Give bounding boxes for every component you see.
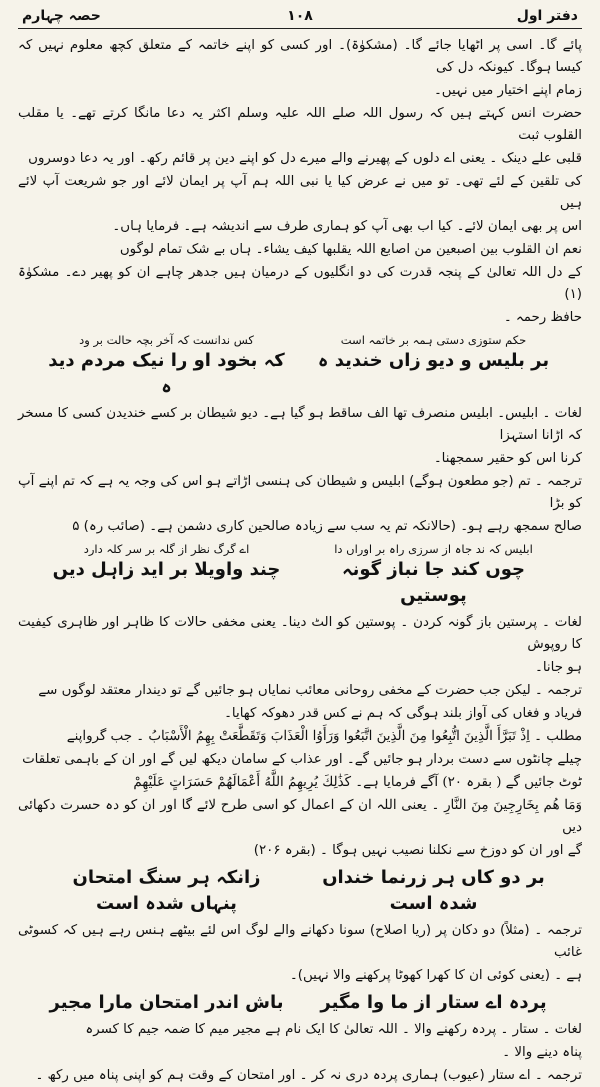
text-line: ترجمہ ۔ (مثلاً) دو دکان پر (ریا اصلاح) سونا دکھانے والے لوگ اس لئے بیٹھے ہنس رہے ہیں کہ کسوٹی غائب — [18, 923, 582, 960]
text-line: اس پر بھی ایمان لائے۔ کیا اب بھی آپ کو ہماری طرف سے اندیشہ ہے۔ فرمایا ہاں۔ — [112, 219, 582, 234]
text-line: صالح سمجھ رہے ہو۔ (حالانکہ تم یہ سب سے زیادہ صالحین کاری دشمن ہے۔ (صائب رہ) ۵ — [72, 519, 582, 534]
book-title: دفتر اول — [516, 8, 578, 24]
text-line: نعم ان القلوب بین اصبعین من اصابع اللہ یقلبھا کیف یشاء۔ ہاں بے شک تمام لوگوں — [119, 242, 582, 257]
text-line: پائے گا۔ اسی پر اٹھایا جائے گا۔ (مشکوٰۃ)۔ اور کسی کو اپنے خاتمہ کے متعلق کچھ معلوم نہیں کہ کیسا ہوگا۔ کیونکہ دل کی — [18, 38, 582, 75]
text-line: ترجمہ ۔ تم (جو مطعون ہوگے) ابلیس و شیطان کی ہنسی اڑاتے ہو اس کی وجہ یہ ہے کہ تم اپنے آپ کو بڑا — [18, 474, 582, 511]
page-header — [18, 6, 582, 29]
text-line: پناہ دینے والا ۔ — [502, 1045, 582, 1060]
verse-couplet-1 — [48, 332, 552, 400]
text-line: حضرت انس کہتے ہیں کہ رسول اللہ صلے اللہ علیہ وسلم اکثر یہ دعا مانگا کرتے تھے۔ یا مقلب القلوب ثبت — [18, 106, 582, 143]
text-line: لغات ۔ پرستین باز گونہ کردن ۔ پوستین کو الٹ دینا۔ یعنی مخفی حالات کا ظاہر اور ظاہری کیفیت کا روپوش — [18, 615, 582, 652]
text-line: ہے ۔ (یعنی کوئی ان کا کھرا کھوٹا پرکھنے والا نہیں)۔ — [289, 968, 582, 983]
text-line: فریاد و فغاں کی آواز بلند ہوگی کہ ہم نے کس قدر دھوکہ کھایا۔ — [224, 706, 582, 721]
text-line: کی تلقین کے لئے تھی۔ تو میں نے عرض کیا یا نبی اللہ ہم آپ پر ایمان لائے اور جو شریعت آپ لائے ہیں — [18, 174, 582, 211]
text-line: کرنا اس کو حقیر سمجھنا۔ — [433, 451, 582, 466]
verse-line: بر دو کاں ہر زرنما خنداں شدہ است — [322, 867, 545, 914]
verse-line: زانکہ ہر سنگ امتحان پنہاں شدہ است — [72, 867, 261, 914]
text-line: کے دل اللہ تعالیٰ کے پنجہ قدرت کی دو انگلیوں کے درمیان ہیں جدھر چاہے ان کو پھیر دے۔ مشکوٰۃ (۱) — [18, 265, 582, 302]
page-number: ۱۰۸ — [287, 8, 313, 24]
text-line: وَمَا هُم بِخَارِجِينَ مِنَ النَّارِ ۔ یعنی اللہ ان کے اعمال کو اسی طرح لائے گا اور ان کو دہ حسرت دکھائی دیں — [18, 798, 582, 835]
text-line: ترجمہ ۔ اے ستار (عیوب) ہماری پردہ دری نہ کر ۔ اور امتحان کے وقت ہم کو اپنی پناہ میں رکھ ۔ — [35, 1068, 582, 1083]
text-line: ترجمہ ۔ لیکن جب حضرت کے مخفی روحانی معائب نمایاں ہو جائیں گے تو دیندار معتقد لوگوں سے — [38, 683, 582, 698]
text-line: زمام اپنے اختیار میں نہیں۔ — [433, 83, 582, 98]
tarjuma-section-2 — [18, 680, 582, 725]
verse-line: پردہ اے ستار از ما وا مگیر — [320, 992, 547, 1013]
intro-section — [18, 35, 582, 329]
text-line: ہو جانا۔ — [534, 660, 582, 675]
text-line: حافظ رحمہ ۔ — [503, 310, 582, 325]
lughat-section-3 — [18, 1019, 582, 1064]
verse-small-line: کس ندانست کہ آخر بچہ حالت بر ود — [79, 333, 254, 347]
verse-line: بر بلیس و دیو زاں خندید ہ — [317, 350, 550, 371]
tarjuma-section-3 — [18, 920, 582, 987]
text-line: چیلے چانٹوں سے دست بردار ہو جائیں گے۔ اور عذاب کے سامان دیکھ لیں گے اور ان کے باہمی تعلقات — [22, 752, 582, 767]
verse-line: کہ بخود او را نیک مردم دید ہ — [48, 350, 285, 397]
verse-small-line: حکم ستوزی دستی ہمہ بر خاتمہ است — [340, 333, 527, 347]
verse-couplet-4 — [48, 990, 552, 1016]
page-body — [18, 35, 582, 1087]
text-line: لغات ۔ ستار ۔ پردہ رکھنے والا ۔ اللہ تعالیٰ کا ایک نام ہے مجیر میم کا ضمہ جیم کا کسرہ — [85, 1022, 582, 1037]
verse-line: چوں کند جا نباز گونہ پوستیں — [342, 559, 525, 606]
text-line: ٹوٹ جائیں گے ( بقرہ ۲۰) آگے فرمایا ہے۔ كَذَٰلِكَ يُرِيهِمُ اللَّهُ أَعْمَالَهُمْ حَسَرَاتٍ عَلَيْهِمْ — [133, 775, 582, 790]
verse-couplet-2 — [48, 541, 552, 609]
text-line: گے اور ان کو دوزخ سے نکلنا نصیب نہیں ہوگا ۔ (بقرہ ۲۰۶) — [253, 843, 582, 858]
matlab-section — [18, 726, 582, 862]
text-line: لغات ۔ ابلیس۔ ابلیس منصرف تھا الف ساقط ہو گیا ہے۔ دیو شیطان بر کسے خندیدن کسی کا مسخر کہ اڑانا استہزا — [18, 406, 582, 443]
verse-line: باش اندر امتحان مارا مجیر — [49, 992, 284, 1013]
tarjuma-section-1 — [18, 471, 582, 538]
verse-small-line: ابلیس کہ ند جاہ از سرزی راہ بر اوراں دا — [334, 542, 533, 556]
volume-label: حصہ چہارم — [22, 8, 101, 24]
tarjuma-section-4 — [18, 1065, 582, 1087]
lughat-section-1 — [18, 403, 582, 470]
verse-couplet-3 — [48, 865, 552, 917]
text-line: قلبی علے دینک ۔ یعنی اے دلوں کے پھیرنے والے میرے دل کو اپنے دین پر قائم رکھ۔ اور یہ دعا دوسروں — [28, 151, 582, 166]
verse-small-line: اے گرگ نظر از گلہ بر سر کلہ دارد — [83, 542, 250, 556]
verse-line: چند واویلا بر اید زاہل دیں — [52, 559, 281, 580]
lughat-section-2 — [18, 612, 582, 679]
text-line: مطلب ۔ اِذْ تَبَرَّأَ الَّذِینَ اتُّبِعُوا مِنَ الَّذِینَ اتَّبَعُوا وَرَأَوُا الْعَذَابَ وَتَقَطَّعَتْ بِهِمُ الْأَسْبَابُ ۔ جب گرواپنے — [66, 729, 582, 744]
